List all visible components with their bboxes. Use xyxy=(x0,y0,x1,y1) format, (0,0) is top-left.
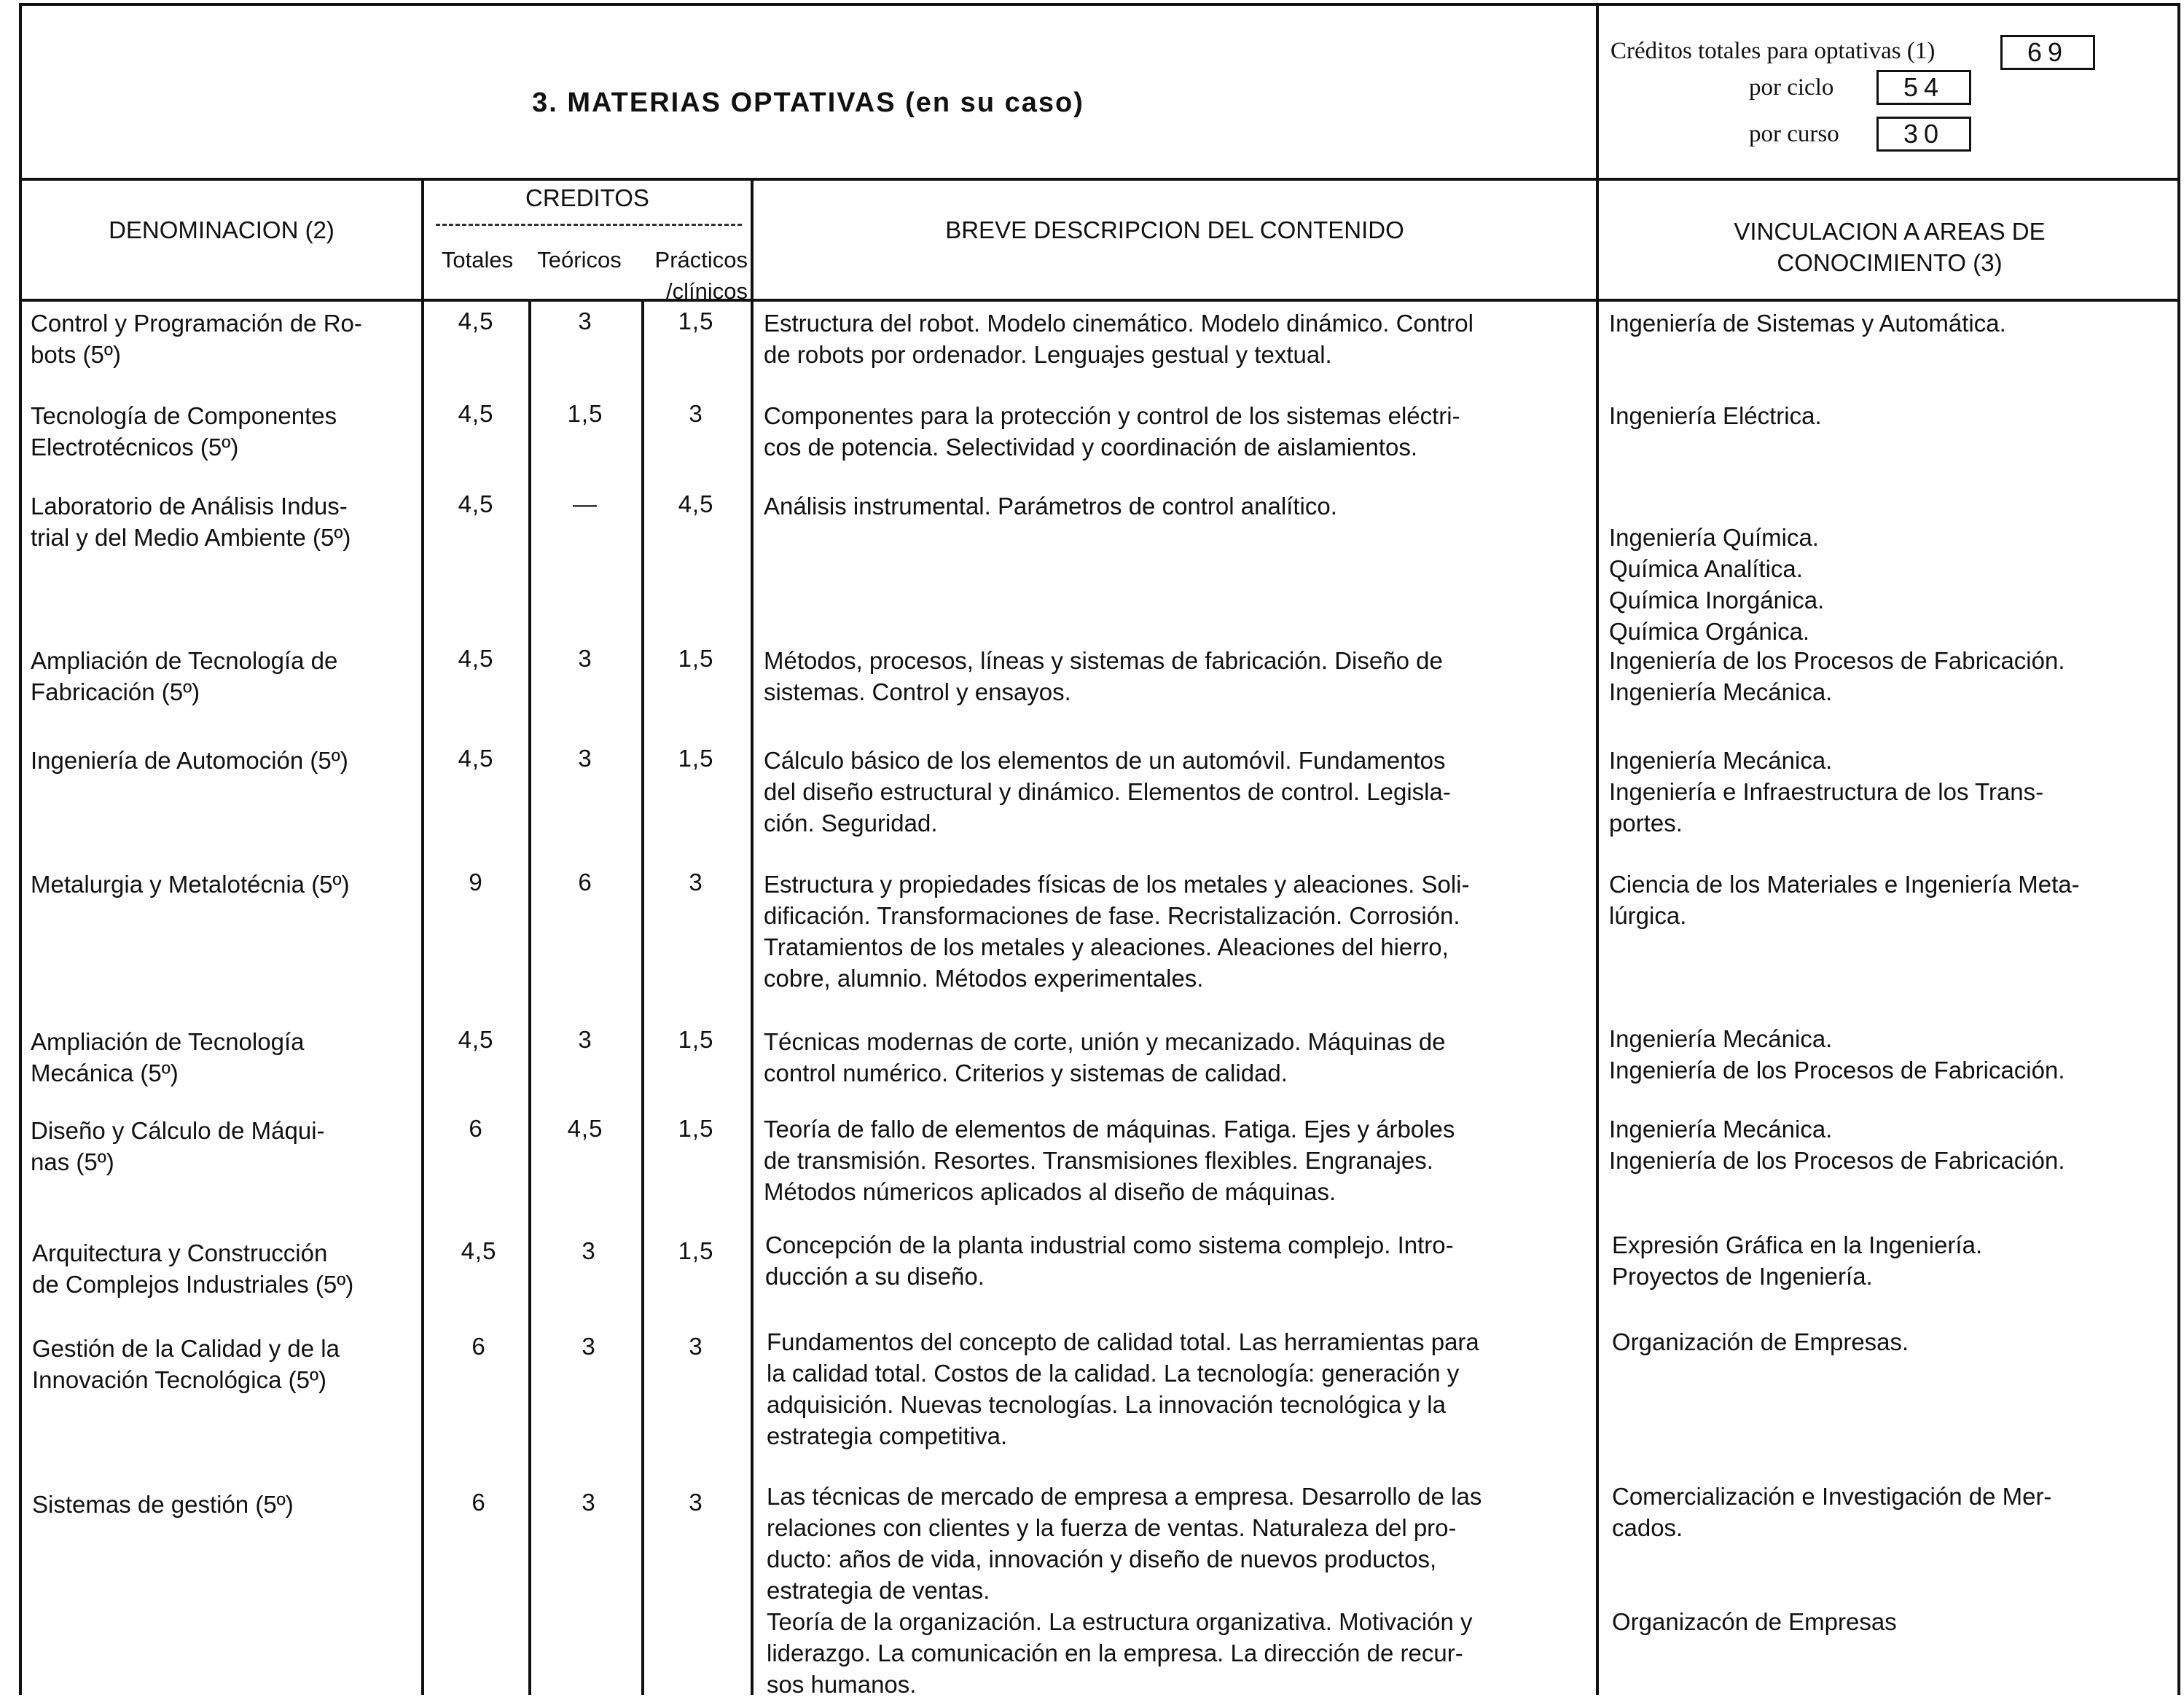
row-teoricos: 6 xyxy=(578,869,592,896)
row-practicos: 3 xyxy=(689,1489,703,1516)
credits-total-value: 69 xyxy=(2000,35,2095,70)
row-totales: 9 xyxy=(469,869,483,896)
row-totales: 6 xyxy=(471,1333,486,1360)
row-practicos: 1,5 xyxy=(678,1115,714,1142)
row-practicos: 4,5 xyxy=(678,490,714,517)
row-description: Las técnicas de mercado de empresa a empresa. Desarrollo de las relaciones con clientes y la fuerza de ventas. Naturaleza del pro- ducto: años de vida, innovación y diseño de nuevos productos, estrategia de ventas. Teoría de la organización. La estructura organizativa. Motivación y liderazgo. La comunicación en la empresa. La dirección de recur- sos humanos. xyxy=(767,1483,1482,1698)
credits-curso-label: por curso xyxy=(1749,121,1839,147)
row-teoricos: — xyxy=(573,490,598,517)
row-areas: Ciencia de los Materiales e Ingeniería Meta- lúrgica. xyxy=(1609,871,2080,929)
row-description: Técnicas modernas de corte, unión y mecanizado. Máquinas de control numérico. Criterios y sistemas de calidad. xyxy=(764,1028,1446,1086)
row-teoricos: 3 xyxy=(578,1026,592,1053)
row-name: Laboratorio de Análisis Indus- trial y del Medio Ambiente (5º) xyxy=(31,493,351,551)
row-areas: Ingeniería Mecánica. Ingeniería e Infraestructura de los Trans- portes. xyxy=(1609,747,2044,837)
row-areas: Ingeniería de los Procesos de Fabricación. Ingeniería Mecánica. xyxy=(1609,647,2065,705)
row-description: Teoría de fallo de elementos de máquinas. Fatiga. Ejes y árboles de transmisión. Resortes. Transmisiones flexibles. Engranajes. Métodos númericos aplicados al diseño de máquinas. xyxy=(764,1116,1455,1205)
credits-ciclo-label: por ciclo xyxy=(1749,74,1834,101)
row-practicos: 1,5 xyxy=(678,745,714,772)
page-title: 3. MATERIAS OPTATIVAS (en su caso) xyxy=(532,87,1084,118)
row-teoricos: 3 xyxy=(578,308,592,334)
header-creditos: CREDITOS xyxy=(525,184,649,211)
row-areas: Ingeniería Eléctrica. xyxy=(1609,402,1822,429)
row-totales: 4,5 xyxy=(461,1237,497,1264)
row-name: Metalurgia y Metalotécnia (5º) xyxy=(31,871,350,898)
header-descripcion: BREVE DESCRIPCION DEL CONTENIDO xyxy=(945,216,1404,243)
row-areas: Organización de Empresas. xyxy=(1612,1328,1909,1355)
row-areas: Ingeniería Mecánica. Ingeniería de los Procesos de Fabricación. xyxy=(1609,1025,2065,1084)
header-denominacion: DENOMINACION (2) xyxy=(109,216,334,243)
row-description: Fundamentos del concepto de calidad total. Las herramientas para la calidad total. Costos de la calidad. La tecnología: generación y adquisición. Nuevas tecnologías. La innovación tecnológica y la estrategia competitiva. xyxy=(767,1328,1479,1449)
row-practicos: 1,5 xyxy=(678,1026,714,1053)
row-description: Cálculo básico de los elementos de un automóvil. Fundamentos del diseño estructural y dinámico. Elementos de control. Legisla- ción. Seguridad. xyxy=(764,747,1451,837)
row-name: Sistemas de gestión (5º) xyxy=(32,1491,294,1518)
row-name: Tecnología de Componentes Electrotécnicos (5º) xyxy=(31,402,337,461)
row-name: Arquitectura y Construcción de Complejos Industriales (5º) xyxy=(32,1239,354,1298)
row-teoricos: 3 xyxy=(582,1333,596,1360)
row-description: Componentes para la protección y control de los sistemas eléctri- cos de potencia. Selectividad y coordinación de aislamientos. xyxy=(764,402,1460,461)
row-description: Concepción de la planta industrial como sistema complejo. Intro- ducción a su diseño. xyxy=(765,1231,1454,1290)
row-areas: Expresión Gráfica en la Ingeniería. Proyectos de Ingeniería. xyxy=(1612,1231,1983,1290)
creditos-dashed-rule xyxy=(436,224,742,226)
row-name: Ingeniería de Automoción (5º) xyxy=(31,747,348,774)
row-name: Control y Programación de Ro- bots (5º) xyxy=(31,310,362,368)
header-practicos: Prácticos /clínicos xyxy=(654,247,748,304)
credits-ciclo-value: 54 xyxy=(1876,70,1971,105)
row-name: Gestión de la Calidad y de la Innovación Tecnológica (5º) xyxy=(32,1335,340,1393)
row-totales: 6 xyxy=(471,1489,486,1516)
row-totales: 4,5 xyxy=(458,745,494,772)
row-teoricos: 3 xyxy=(582,1237,596,1264)
column-header-divider xyxy=(19,299,2180,302)
row-teoricos: 3 xyxy=(578,645,592,672)
row-totales: 6 xyxy=(469,1115,483,1142)
row-teoricos: 3 xyxy=(578,745,592,772)
row-teoricos: 4,5 xyxy=(567,1115,603,1142)
row-totales: 4,5 xyxy=(458,400,494,427)
row-practicos: 3 xyxy=(689,869,703,896)
col-rule-practicos xyxy=(751,178,754,1695)
row-practicos: 3 xyxy=(689,1333,703,1360)
row-name: Ampliación de Tecnología Mecánica (5º) xyxy=(31,1028,305,1086)
row-totales: 4,5 xyxy=(458,308,494,334)
row-teoricos: 1,5 xyxy=(567,400,603,427)
header-vinculacion: VINCULACION A AREAS DE CONOCIMIENTO (3) xyxy=(1734,218,2046,276)
row-areas: Ingeniería Química. Química Analítica. Química Inorgánica. Química Orgánica. xyxy=(1609,524,1825,645)
row-description: Análisis instrumental. Parámetros de control analítico. xyxy=(764,493,1337,520)
row-name: Diseño y Cálculo de Máqui- nas (5º) xyxy=(31,1117,325,1175)
row-areas: Ingeniería de Sistemas y Automática. xyxy=(1609,310,2006,337)
row-areas: Comercialización e Investigación de Mer- cados. Organizacón de Empresas xyxy=(1612,1483,2052,1635)
header-teoricos: Teóricos xyxy=(537,247,622,273)
row-practicos: 1,5 xyxy=(678,1237,714,1264)
row-areas: Ingeniería Mecánica. Ingeniería de los Procesos de Fabricación. xyxy=(1609,1116,2065,1174)
row-totales: 4,5 xyxy=(458,1026,494,1053)
credits-curso-value: 30 xyxy=(1876,117,1971,152)
row-practicos: 1,5 xyxy=(678,308,714,334)
header-totales: Totales xyxy=(441,247,514,273)
row-description: Métodos, procesos, líneas y sistemas de fabricación. Diseño de sistemas. Control y ensayos. xyxy=(764,647,1443,705)
row-totales: 4,5 xyxy=(458,645,494,672)
row-practicos: 3 xyxy=(689,400,703,427)
row-teoricos: 3 xyxy=(582,1489,596,1516)
row-description: Estructura del robot. Modelo cinemático. Modelo dinámico. Control de robots por ordenador. Lenguajes gestual y textual. xyxy=(764,310,1473,368)
header-divider xyxy=(19,178,2180,181)
row-totales: 4,5 xyxy=(458,490,494,517)
credits-total-label: Créditos totales para optativas (1) xyxy=(1610,38,1936,64)
row-practicos: 1,5 xyxy=(678,645,714,672)
row-name: Ampliación de Tecnología de Fabricación (5º) xyxy=(31,647,338,705)
row-description: Estructura y propiedades físicas de los metales y aleaciones. Soli- dificación. Transformaciones de fase. Recristalización. Corrosión. Tratamientos de los metales y aleaciones. Aleaciones del hierro, cobre, alumnio. Métodos experimentales. xyxy=(764,871,1470,992)
